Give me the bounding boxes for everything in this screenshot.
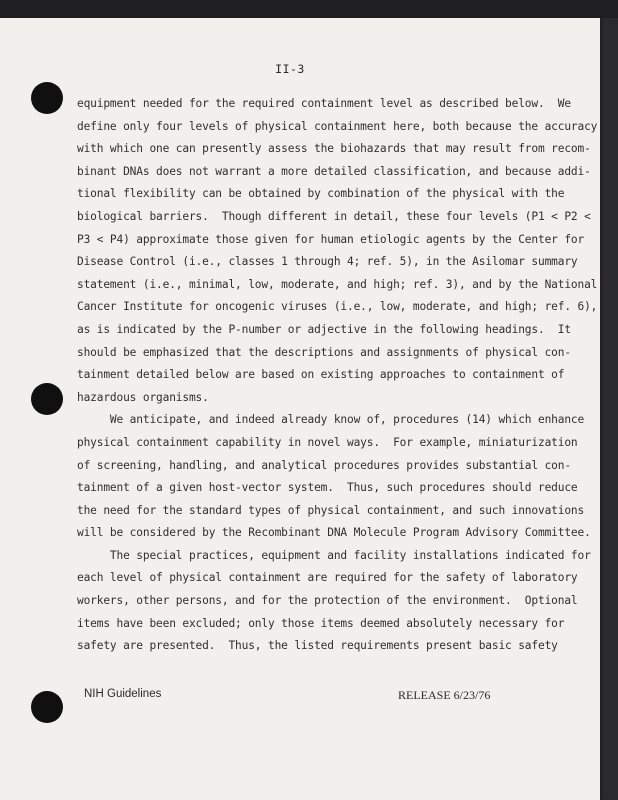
text-line: should be emphasized that the descriptions and assignments of physical con- <box>77 345 571 359</box>
binder-hole-middle <box>31 383 63 415</box>
text-line: The special practices, equipment and facility installations indicated for <box>77 548 591 562</box>
text-line: safety are presented. Thus, the listed requirements present basic safety <box>77 639 558 653</box>
page-number-header: II-3 <box>275 62 305 76</box>
text-line: equipment needed for the required containment level as described below. We <box>77 97 571 110</box>
scanner-top-edge <box>0 0 618 18</box>
text-line: Disease Control (i.e., classes 1 through 4; ref. 5), in the Asilomar summary <box>77 255 578 269</box>
text-line: tainment of a given host-vector system. Thus, such procedures should reduce <box>77 481 578 495</box>
text-line: biological barriers. Though different in detail, these four levels (P1 < P2 < <box>77 209 591 223</box>
body-text <box>77 93 598 658</box>
text-line: workers, other persons, and for the protection of the environment. Optional <box>77 594 578 608</box>
footer-release-date: RELEASE 6/23/76 <box>398 688 491 702</box>
text-line: Cancer Institute for oncogenic viruses (i.e., low, moderate, and high; ref. 6), <box>77 300 598 314</box>
text-line: We anticipate, and indeed already know of, procedures (14) which enhance <box>77 413 585 427</box>
text-line: will be considered by the Recombinant DNA Molecule Program Advisory Committee. <box>77 526 591 540</box>
text-line: binant DNAs does not warrant a more detailed classification, and because addi- <box>77 164 591 178</box>
text-line: the need for the standard types of physical containment, and such innovations <box>77 503 585 517</box>
binder-hole-top <box>31 82 63 114</box>
binder-hole-bottom <box>31 691 63 723</box>
text-line: tainment detailed below are based on existing approaches to containment of <box>77 368 565 382</box>
text-line: physical containment capability in novel ways. For example, miniaturization <box>77 435 578 449</box>
footer-title: NIH Guidelines <box>84 688 162 700</box>
text-line: statement (i.e., minimal, low, moderate, and high; ref. 3), and by the National <box>77 277 598 291</box>
text-line: define only four levels of physical containment here, both because the accuracy <box>77 119 598 133</box>
document-page <box>0 18 600 800</box>
text-line: each level of physical containment are required for the safety of laboratory <box>77 571 578 585</box>
text-line: with which one can presently assess the biohazards that may result from recom- <box>77 142 591 156</box>
text-line: items have been excluded; only those items deemed absolutely necessary for <box>77 616 565 630</box>
text-line: hazardous organisms. <box>77 390 209 404</box>
text-line: P3 < P4) approximate those given for human etiologic agents by the Center for <box>77 232 585 246</box>
text-line: as is indicated by the P-number or adjective in the following headings. It <box>77 322 571 336</box>
text-line: of screening, handling, and analytical procedures provides substantial con- <box>77 458 571 472</box>
text-line: tional flexibility can be obtained by combination of the physical with the <box>77 187 565 201</box>
